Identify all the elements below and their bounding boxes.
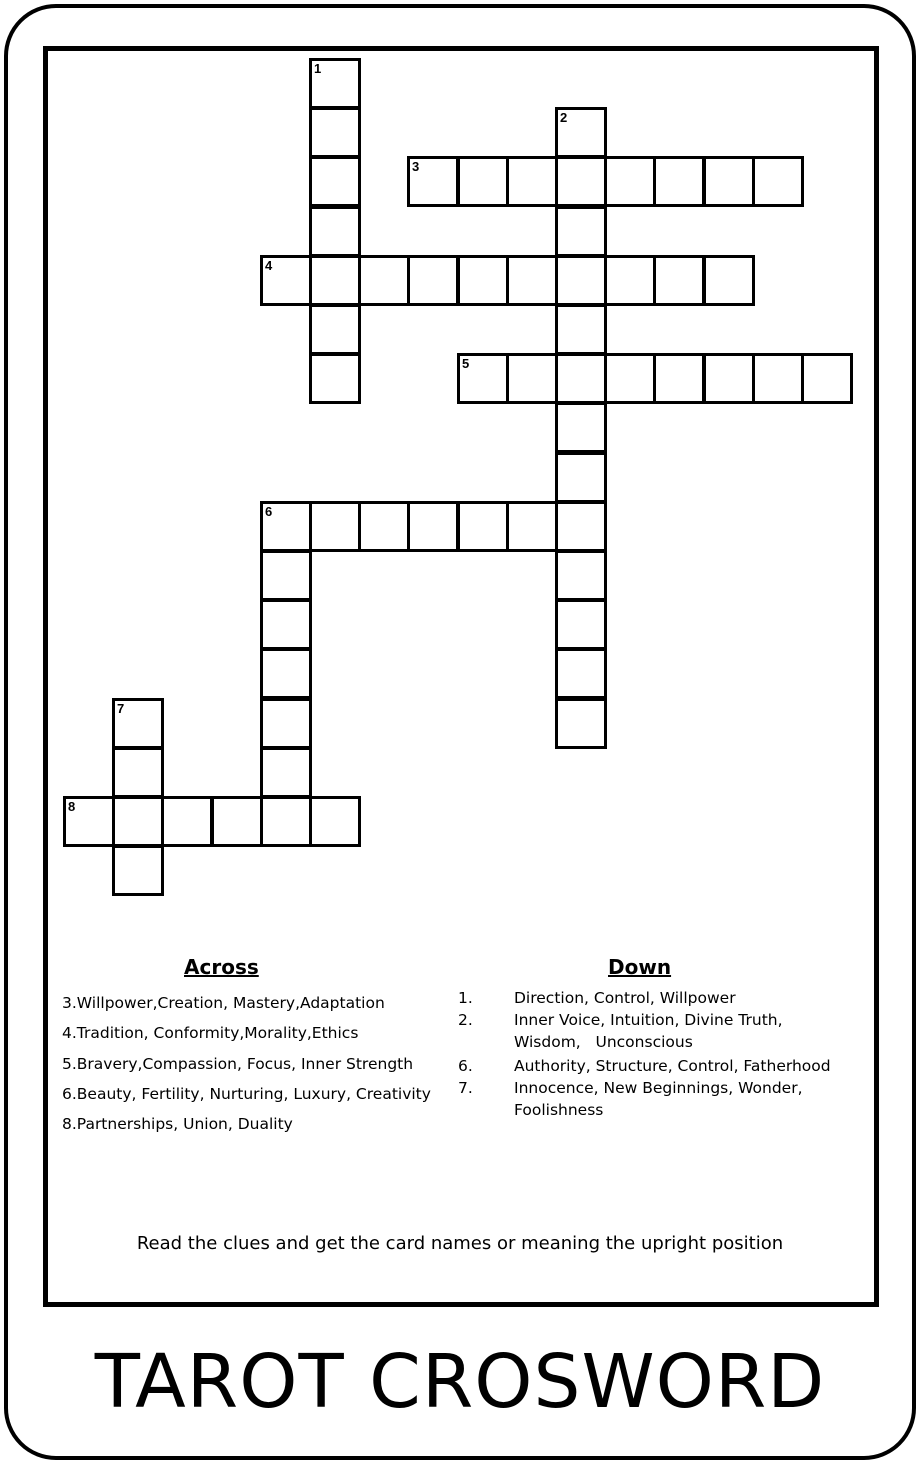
crossword-cell[interactable]	[260, 550, 312, 601]
crossword-cell[interactable]	[555, 156, 607, 207]
crossword-cell[interactable]	[653, 255, 705, 306]
crossword-cell[interactable]	[112, 796, 164, 847]
crossword-cell[interactable]	[407, 156, 459, 207]
down-clue-7-line-2: Foolishness	[514, 1101, 604, 1119]
crossword-cell[interactable]	[358, 255, 410, 306]
clue-number: 6	[265, 504, 273, 519]
crossword-cell[interactable]	[555, 353, 607, 404]
down-clue-1: Direction, Control, Willpower	[514, 989, 736, 1007]
crossword-cell[interactable]	[752, 156, 804, 207]
clue-number: 8	[68, 799, 76, 814]
crossword-cell[interactable]	[555, 698, 607, 749]
crossword-cell[interactable]	[211, 796, 263, 847]
page-title: TAROT CROSWORD	[94, 1339, 826, 1425]
down-clue-7-line-1: Innocence, New Beginnings, Wonder,	[514, 1079, 803, 1097]
crossword-cell[interactable]	[260, 698, 312, 749]
crossword-cell[interactable]	[703, 353, 755, 404]
crossword-cell[interactable]	[703, 156, 755, 207]
crossword-cell[interactable]	[358, 501, 410, 552]
crossword-cell[interactable]	[555, 255, 607, 306]
across-clue-3: 3.Willpower,Creation, Mastery,Adaptation	[62, 994, 385, 1012]
down-clue-number-2: 2.	[458, 1011, 473, 1029]
down-clue-number-1: 1.	[458, 989, 473, 1007]
crossword-cell[interactable]	[555, 206, 607, 257]
instruction-text: Read the clues and get the card names or meaning the upright position	[136, 1233, 784, 1254]
crossword-cell[interactable]	[555, 402, 607, 453]
crossword-cell[interactable]	[555, 304, 607, 355]
across-clue-6: 6.Beauty, Fertility, Nurturing, Luxury, Creativity	[62, 1085, 431, 1103]
crossword-cell[interactable]	[653, 156, 705, 207]
crossword-cell[interactable]	[555, 550, 607, 601]
clue-number: 5	[462, 356, 470, 371]
crossword-cell[interactable]	[604, 353, 656, 404]
crossword-cell[interactable]	[752, 353, 804, 404]
clue-number: 7	[117, 701, 125, 716]
crossword-cell[interactable]	[309, 107, 361, 158]
crossword-cell[interactable]	[309, 255, 361, 306]
crossword-cell[interactable]	[457, 255, 509, 306]
crossword-cell[interactable]	[260, 501, 312, 552]
crossword-cell[interactable]	[506, 255, 558, 306]
clue-number: 1	[314, 61, 322, 76]
down-clue-number-6: 6.	[458, 1057, 473, 1075]
crossword-cell[interactable]	[112, 845, 164, 896]
crossword-cell[interactable]	[457, 156, 509, 207]
crossword-cell[interactable]	[260, 599, 312, 650]
crossword-cell[interactable]	[653, 353, 705, 404]
crossword-cell[interactable]	[604, 255, 656, 306]
clue-number: 2	[560, 110, 568, 125]
crossword-cell[interactable]	[260, 255, 312, 306]
crossword-cell[interactable]	[555, 501, 607, 552]
crossword-cell[interactable]	[703, 255, 755, 306]
crossword-cell[interactable]	[260, 648, 312, 699]
down-clue-6: Authority, Structure, Control, Fatherhood	[514, 1057, 831, 1075]
crossword-cell[interactable]	[457, 353, 509, 404]
crossword-cell[interactable]	[63, 796, 115, 847]
down-heading: Down	[608, 955, 672, 979]
across-clue-8: 8.Partnerships, Union, Duality	[62, 1115, 293, 1133]
crossword-cell[interactable]	[260, 747, 312, 798]
crossword-cell[interactable]	[506, 501, 558, 552]
crossword-cell[interactable]	[506, 156, 558, 207]
down-clue-2-line-2: Wisdom, Unconscious	[514, 1033, 693, 1051]
crossword-cell[interactable]	[801, 353, 853, 404]
clue-number: 3	[412, 159, 420, 174]
crossword-cell[interactable]	[555, 107, 607, 158]
down-clue-2-line-1: Inner Voice, Intuition, Divine Truth,	[514, 1011, 783, 1029]
crossword-cell[interactable]	[555, 599, 607, 650]
crossword-cell[interactable]	[309, 156, 361, 207]
crossword-cell[interactable]	[309, 206, 361, 257]
crossword-cell[interactable]	[506, 353, 558, 404]
crossword-cell[interactable]	[112, 747, 164, 798]
crossword-cell[interactable]	[457, 501, 509, 552]
crossword-cell[interactable]	[309, 58, 361, 109]
crossword-cell[interactable]	[309, 353, 361, 404]
crossword-cell[interactable]	[112, 698, 164, 749]
crossword-cell[interactable]	[407, 501, 459, 552]
crossword-cell[interactable]	[309, 304, 361, 355]
crossword-cell[interactable]	[407, 255, 459, 306]
across-heading: Across	[184, 955, 259, 979]
crossword-cell[interactable]	[161, 796, 213, 847]
across-clue-4: 4.Tradition, Conformity,Morality,Ethics	[62, 1024, 359, 1042]
across-clue-5: 5.Bravery,Compassion, Focus, Inner Strength	[62, 1055, 414, 1073]
crossword-cell[interactable]	[555, 648, 607, 699]
crossword-cell[interactable]	[260, 796, 312, 847]
crossword-cell[interactable]	[309, 501, 361, 552]
clue-number: 4	[265, 258, 273, 273]
crossword-cell[interactable]	[604, 156, 656, 207]
crossword-cell[interactable]	[309, 796, 361, 847]
crossword-cell[interactable]	[555, 452, 607, 503]
down-clue-number-7: 7.	[458, 1079, 473, 1097]
